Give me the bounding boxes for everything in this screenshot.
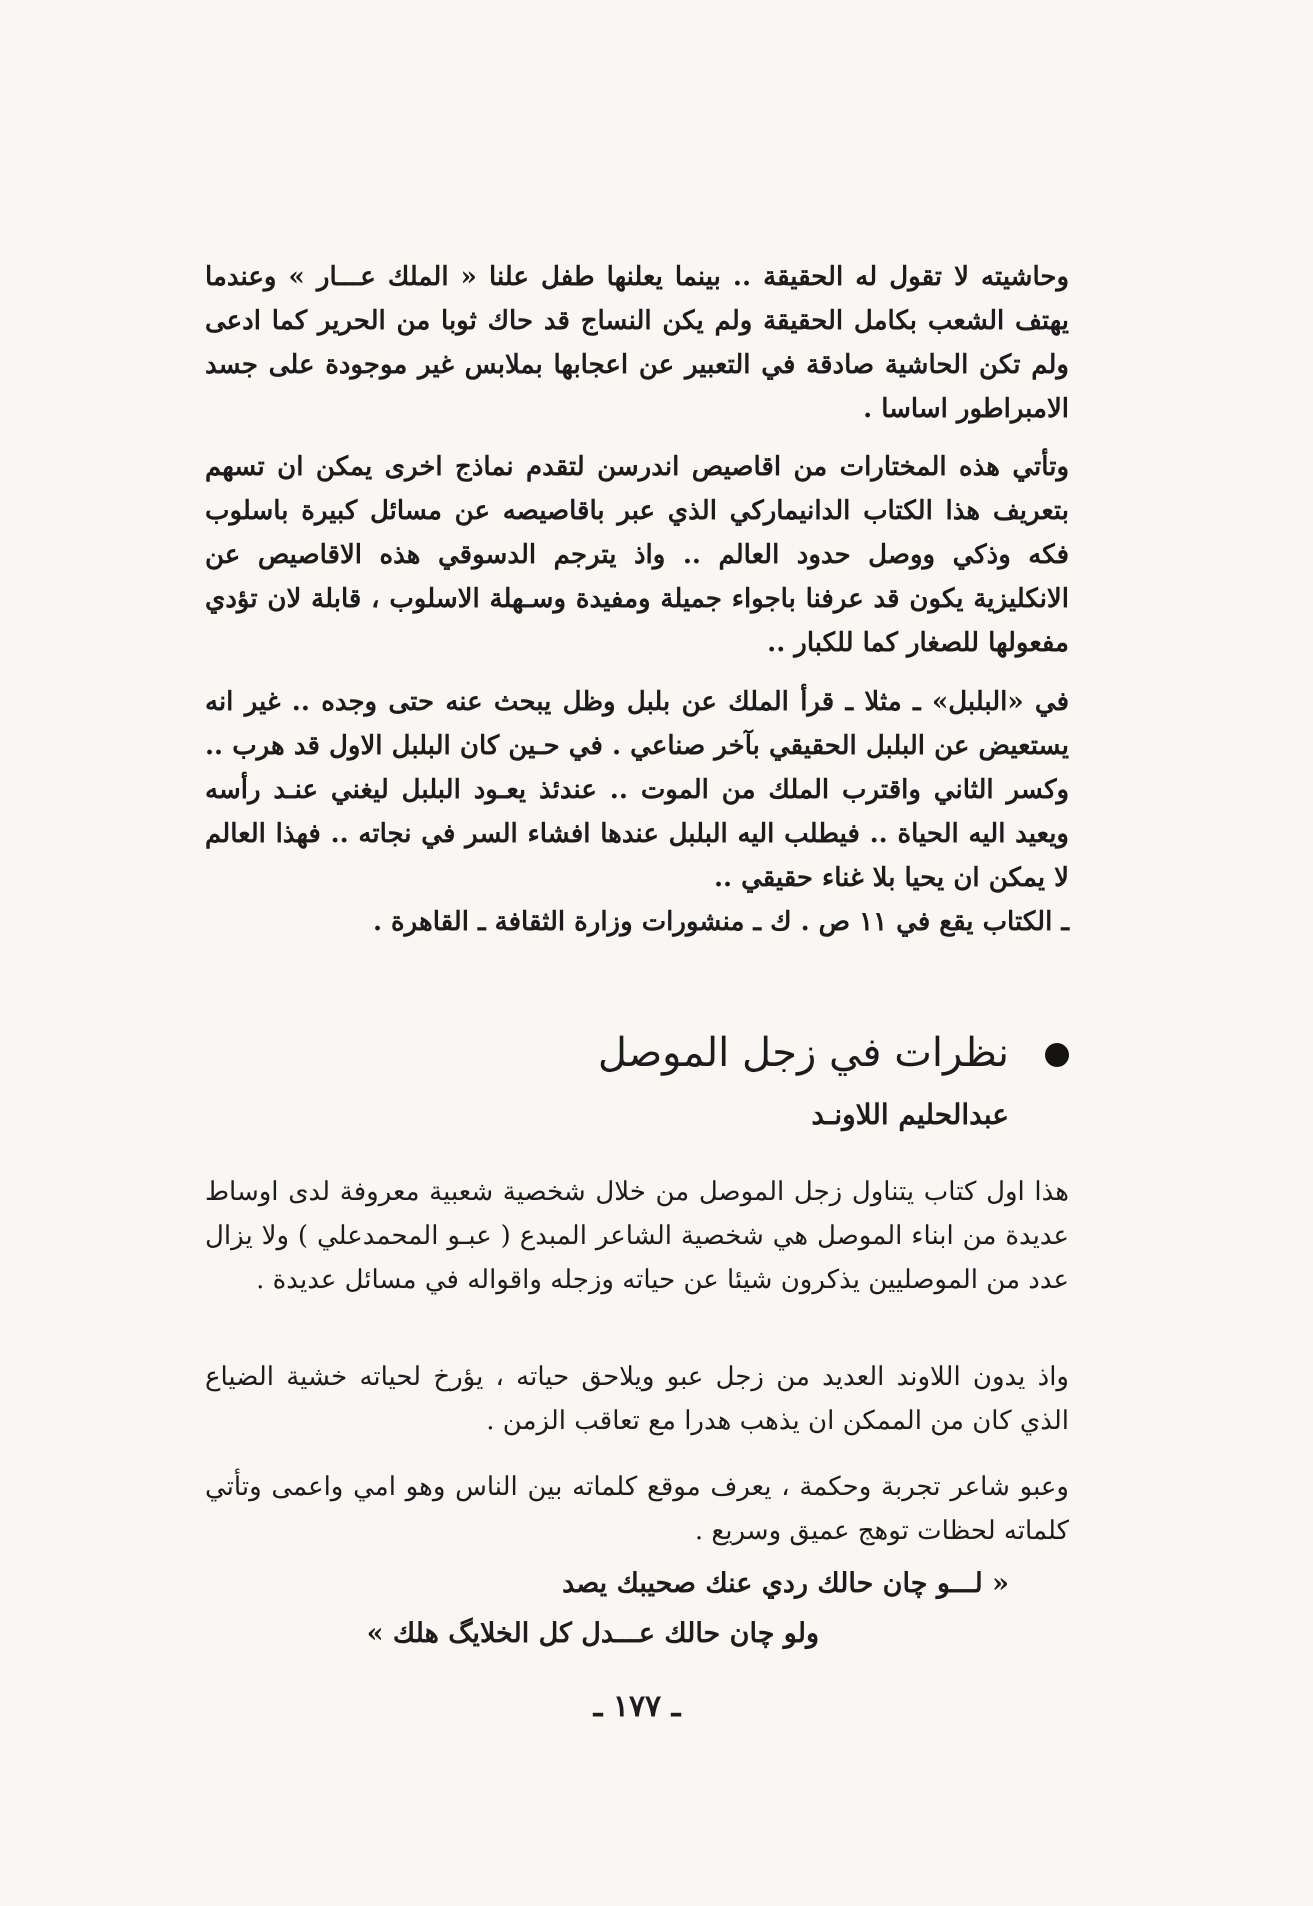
bullet-icon (1045, 1043, 1069, 1067)
section-author: عبدالحليم اللاونـد (811, 1098, 1009, 1131)
paragraph-nightingale: في «البلبل» ـ مثلا ـ قرأ الملك عن بلبل وظل يبحث عنه حتى وجده .. غير انه يستعيض عن البلبل الحقيقي بآخر صناعي . في حـين كان البلبل الاول قد هرب .. وكسر الثاني واقترب الملك من الموت .. عندئذ يعـود البلبل ليغني عنـد رأسه ويعيد اليه الحياة .. فيطلب اليه البلبل عندها افشاء السر في نجاته .. فهذا العالم لا يمكن ان يحيا بلا غناء حقيقي .. (205, 687, 1069, 893)
section-heading (205, 1025, 1069, 1085)
verse-line-1: « لـــو چان حالك ردي عنك صحيبك يصد (562, 1568, 1009, 1599)
page-number: ـ ١٧٧ ـ (593, 1689, 681, 1724)
paragraph-mosul-zajal-intro: هذا اول كتاب يتناول زجل الموصل من خلال شخصية شعبية معروفة لدى اوساط عديدة من ابناء الموصل هي شخصية الشاعر المبدع ( عبـو المحمدعلي ) ولا يزال عدد من الموصليين يذكرون شيئا عن حياته وزجله واقواله في مسائل عديدة . (205, 1177, 1069, 1295)
verse-line-2: ولو چان حالك عـــدل كل الخلايگ هلك » (366, 1618, 819, 1649)
document-page (205, 255, 1069, 1755)
paragraph-abbo-poet: وعبو شاعر تجربة وحكمة ، يعرف موقع كلماته بين الناس وهو امي واعمى وتأتي كلماته لحظات توهج عميق وسريع . (205, 1472, 1069, 1546)
book-info-note: ـ الكتاب يقع في ١١ ص . ك ـ منشورات وزارة الثقافة ـ القاهرة . (372, 907, 1069, 937)
paragraph-laund-records: واذ يدون اللاوند العديد من زجل عبو ويلاحق حياته ، يؤرخ لحياته خشية الضياع الذي كان من الممكن ان يذهب هدرا مع تعاقب الزمن . (205, 1362, 1069, 1436)
section-title: نظرات في زجل الموصل (597, 1030, 1009, 1076)
paragraph-andersen-selections: وتأتي هذه المختارات من اقاصيص اندرسن لتقدم نماذج اخرى يمكن ان تسهم بتعريف هذا الكتاب الدانيماركي الذي عبر باقاصيصه عن مسائل كبيرة باسلوب فكه وذكي ووصل حدود العالم .. واذ يترجم الدسوقي هذه الاقاصيص عن الانكليزية يكون قد عرفنا باجواء جميلة ومفيدة وسـهلة الاسلوب ، قابلة لان تؤدي مفعولها للصغار كما للكبار .. (205, 452, 1070, 658)
paragraph-emperor-clothes: وحاشيته لا تقول له الحقيقة .. بينما يعلنها طفل علنا « الملك عـــار » وعندما يهتف الشعب بكامل الحقيقة ولم يكن النساج قد حاك ثوبا من الحرير كما ادعى ولم تكن الحاشية صادقة في التعبير عن اعجابها بملابس غير موجودة على جسد الامبراطور اساسا . (205, 262, 1069, 424)
